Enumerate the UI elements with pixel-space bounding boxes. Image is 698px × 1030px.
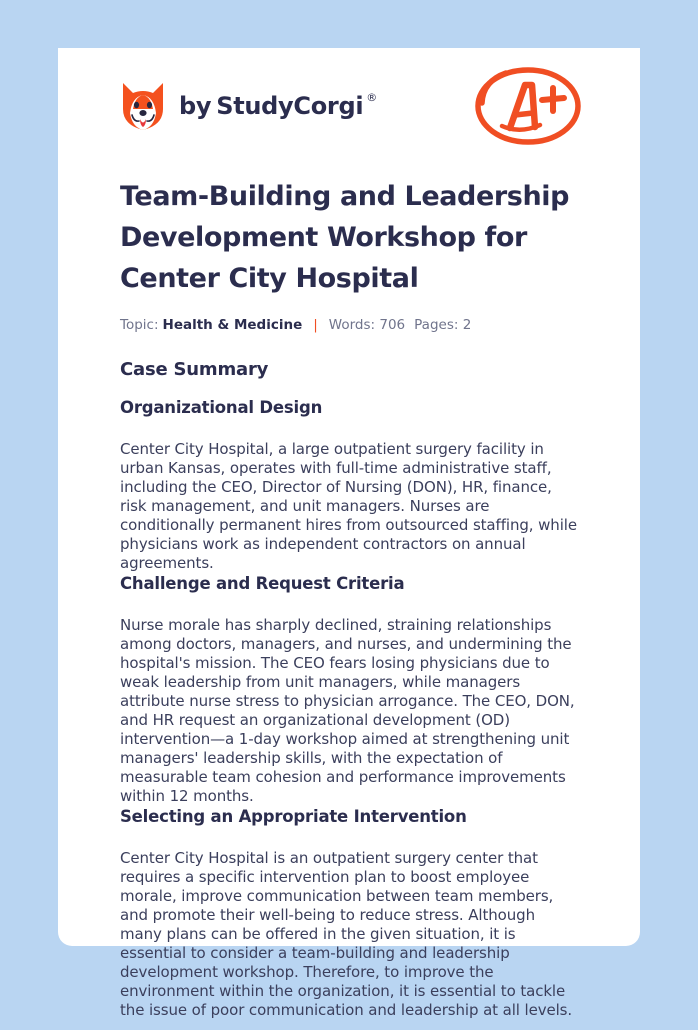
document-content-area [58, 48, 640, 1030]
section-paragraph-organizational-design: Center City Hospital, a large outpatient surgery facility in urban Kansas, operates with full-time administrative staff, including the CEO, Director of Nursing (DON), HR, finance, risk management, and unit managers. Nurses are conditionally permanent hires from outsourced staffing, while physicians work as independent contractors on annual agreements. [120, 440, 577, 572]
brand-name: StudyCorgi [216, 92, 364, 120]
meta-divider: | [313, 317, 318, 333]
page-title: Team-Building and Leadership Development Workshop for Center City Hospital [120, 181, 570, 294]
document-sheet [58, 48, 640, 1019]
document-body [120, 358, 578, 1030]
a-plus-circled-icon [472, 63, 584, 149]
brand-logo-group[interactable] [120, 81, 377, 131]
section-heading-challenge-and-request-criteria: Challenge and Request Criteria [120, 574, 405, 593]
topic-value[interactable]: Health & Medicine [162, 317, 303, 333]
section-heading-case-summary: Case Summary [120, 359, 269, 380]
brand-prefix: by [179, 92, 212, 120]
registered-trademark-icon: ® [366, 91, 377, 104]
topic-label: Topic: [120, 317, 159, 333]
document-meta [120, 316, 578, 334]
brand-wordmark [179, 91, 377, 120]
brand-header [120, 48, 578, 152]
word-count: Words: 706 [328, 317, 406, 333]
section-heading-organizational-design: Organizational Design [120, 398, 323, 417]
section-heading-selecting-an-appropriate-intervention: Selecting an Appropriate Intervention [120, 807, 467, 826]
section-paragraph-selecting-an-appropriate-intervention: Center City Hospital is an outpatient surgery center that requires a specific intervention plan to boost employee morale, improve communication between team members, and promote their well-being to reduce stress. Although many plans can be offered in the given situation, it is essential to consider a team-building and leadership development workshop. Therefore, to improve the environment within the organization, it is essential to tackle the issue of poor communication and leadership at all levels. [120, 849, 573, 1019]
page-count: Pages: 2 [414, 317, 472, 333]
corgi-face-icon [120, 81, 166, 131]
section-paragraph-challenge-and-request-criteria: Nurse morale has sharply declined, straining relationships among doctors, managers, and nurses, and undermining the hospital's mission. The CEO fears losing physicians due to weak leadership from unit managers, while managers attribute nurse stress to physician arrogance. The CEO, DON, and HR request an organizational development (OD) intervention—a 1-day workshop aimed at strengthening unit managers' leadership skills, with the expectation of measurable team cohesion and performance improvements within 12 months. [120, 616, 575, 805]
